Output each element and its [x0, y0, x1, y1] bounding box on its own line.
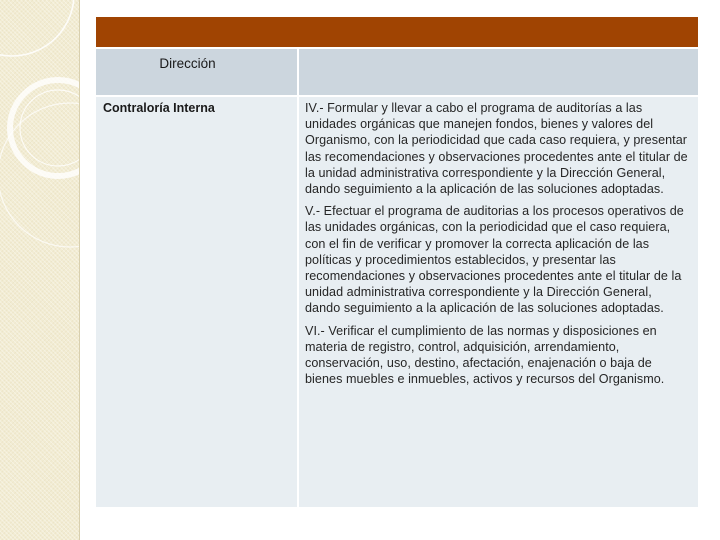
function-paragraph-iv: IV.- Formular y llevar a cabo el programa de auditorías a las unidades orgánicas que manejen fondos, bienes y valores del Organismo, con la periodicidad que cada caso requiera, y presentar las recomendaciones y observaciones procedentes ante el titular de la unidad administrativa correspondiente y la Dirección General, dando seguimiento a la aplicación de las soluciones adoptadas. — [305, 101, 688, 197]
table-header-bar — [96, 17, 698, 48]
table-header-row — [96, 48, 698, 96]
decorative-side-panel — [0, 0, 80, 540]
entity-label: Contraloría Interna — [103, 101, 215, 115]
function-paragraph-vi: VI.- Verificar el cumplimiento de las normas y disposiciones en materia de registro, control, adquisición, arrendamiento, conservación, uso, destino, afectación, enajenación o baja de bienes muebles e inmuebles, activos y recursos del Organismo. — [305, 323, 665, 387]
table-row — [96, 96, 698, 507]
cell-functions — [298, 96, 698, 507]
function-paragraph-v: V.- Efectuar el programa de auditorias a los procesos operativos de las unidades orgánicas, con la periodicidad que el caso requiera, con el fin de verificar y promover la correcta aplicación de las políticas y procedimientos establecidos, y presentar las recomendaciones y observaciones procedentes ante el titular de la unidad administrativa correspondiente y la Dirección General, dando seguimiento a la aplicación de las soluciones adoptadas. — [305, 204, 684, 316]
header-cell-empty — [298, 48, 698, 96]
header-direccion-label: Dirección — [159, 56, 216, 71]
decorative-circles — [0, 0, 80, 540]
functions-table — [96, 17, 698, 507]
cell-entity — [96, 96, 298, 507]
header-cell-direccion — [96, 48, 298, 96]
